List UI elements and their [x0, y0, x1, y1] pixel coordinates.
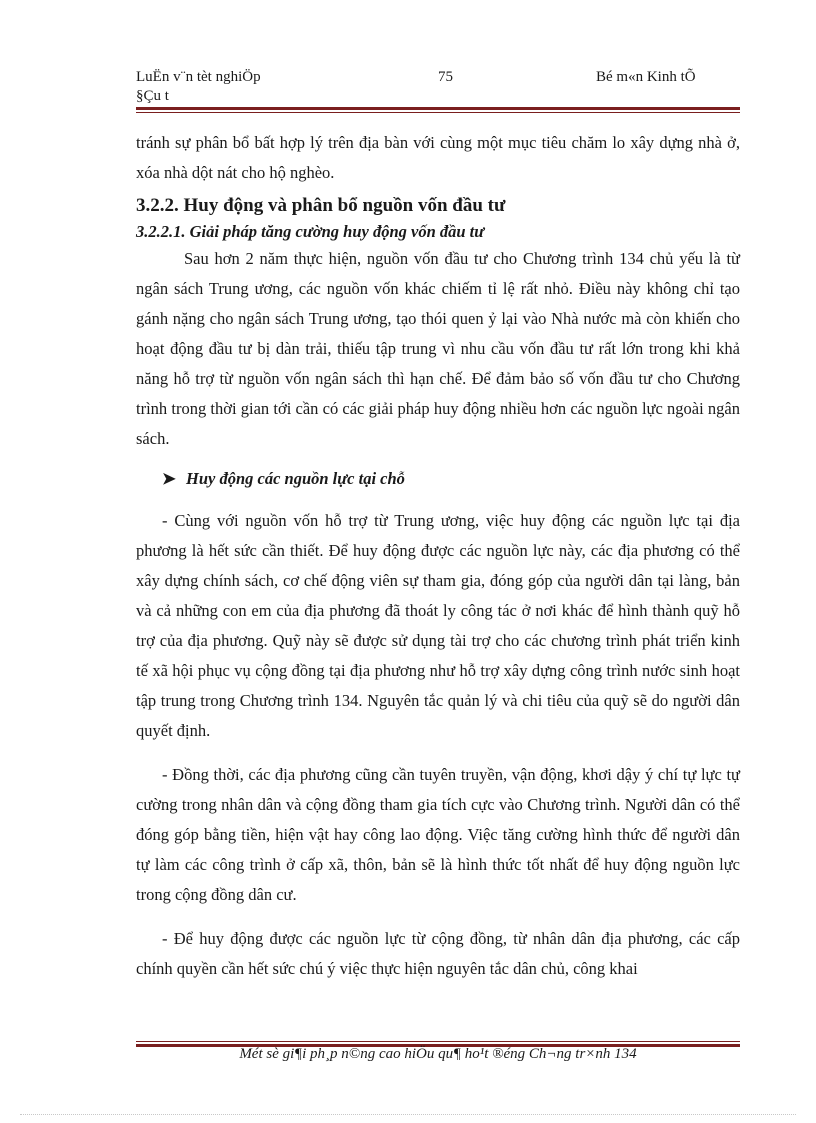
page-footer: Mét sè gi¶i ph¸p n©ng cao hiÖu qu¶ ho¹t ®éng Ch¬ng tr×nh 134 — [239, 1046, 637, 1062]
bullet-heading — [162, 466, 740, 492]
subsection-heading: 3.2.2.1. Giải pháp tăng cường huy động vốn đầu tư — [136, 222, 485, 241]
header-thesis-label: LuËn v¨n tèt nghiÖp — [136, 69, 261, 85]
intro-paragraph: tránh sự phân bổ bất hợp lý trên địa bàn với cùng một mục tiêu chăm lo xây dựng nhà ở, xóa nhà dột nát cho hộ nghèo. — [136, 133, 740, 182]
page-edge-divider — [20, 1114, 796, 1115]
dash-paragraph-2: - Đồng thời, các địa phương cũng cần tuyên truyền, vận động, khơi dậy ý chí tự lực tự cường trong nhân dân và cộng đồng tham gia tích cực vào Chương trình. Người dân có thể đóng góp bằng tiền, hiện vật hay công lao động. Việc tăng cường hình thức để người dân tự làm các công trình ở cấp xã, thôn, bản sẽ là hình thức tốt nhất để huy động nguồn lực trong cộng đồng dân cư. — [136, 765, 740, 904]
body-paragraph: Sau hơn 2 năm thực hiện, nguồn vốn đầu tư cho Chương trình 134 chủ yếu là từ ngân sách Trung ương, các nguồn vốn khác chiếm tỉ lệ rất nhỏ. Điều này không chỉ tạo gánh nặng cho ngân sách Trung ương, tạo thói quen ỷ lại vào Nhà nước mà còn khiến cho hoạt động đầu tư bị dàn trải, thiếu tập trung vì nhu cầu vốn đầu tư rất lớn trong khi khả năng hỗ trợ từ nguồn vốn ngân sách thì hạn chế. Để đảm bảo số vốn đầu tư cho Chương trình trong thời gian tới cần có các giải pháp huy động nhiều hơn các nguồn lực ngoài ngân sách. — [136, 249, 740, 448]
header-rule — [136, 107, 740, 113]
footer-rule-thin — [136, 1041, 740, 1042]
page-header — [136, 66, 740, 106]
page-body — [136, 128, 740, 984]
header-thesis-label-line2: §Çu t — [136, 88, 169, 104]
header-left — [136, 68, 336, 106]
page-number: 75 — [438, 69, 453, 85]
header-department: Bé m«n Kinh tÕ — [596, 69, 696, 85]
header-rule-thick — [136, 107, 740, 110]
dash-paragraph-1: - Cùng với nguồn vốn hỗ trợ từ Trung ương, việc huy động các nguồn lực tại địa phương là hết sức cần thiết. Để huy động được các nguồn lực này, các địa phương có thể xây dựng chính sách, cơ chế động viên sự tham gia, đóng góp của người dân tại làng, bản và cả những con em của địa phương đã thoát ly công tác ở nơi khác để hình thành quỹ hỗ trợ của địa phương. Quỹ này sẽ được sử dụng tài trợ cho các chương trình phát triển kinh tế xã hội phục vụ cộng đồng tại địa phương như hỗ trợ xây dựng công trình nước sinh hoạt tập trung trong Chương trình 134. Nguyên tắc quản lý và chi tiêu của quỹ sẽ do người dân quyết định. — [136, 511, 740, 740]
arrow-bullet-icon: ➤ — [162, 469, 176, 488]
section-heading: 3.2.2. Huy động và phân bổ nguồn vốn đầu tư — [136, 195, 506, 216]
header-rule-thin — [136, 112, 740, 113]
bullet-heading-text: Huy động các nguồn lực tại chỗ — [186, 469, 405, 488]
dash-paragraph-3: - Để huy động được các nguồn lực từ cộng đồng, từ nhân dân địa phương, các cấp chính quyền cần hết sức chú ý việc thực hiện nguyên tắc dân chủ, công khai — [136, 929, 740, 978]
